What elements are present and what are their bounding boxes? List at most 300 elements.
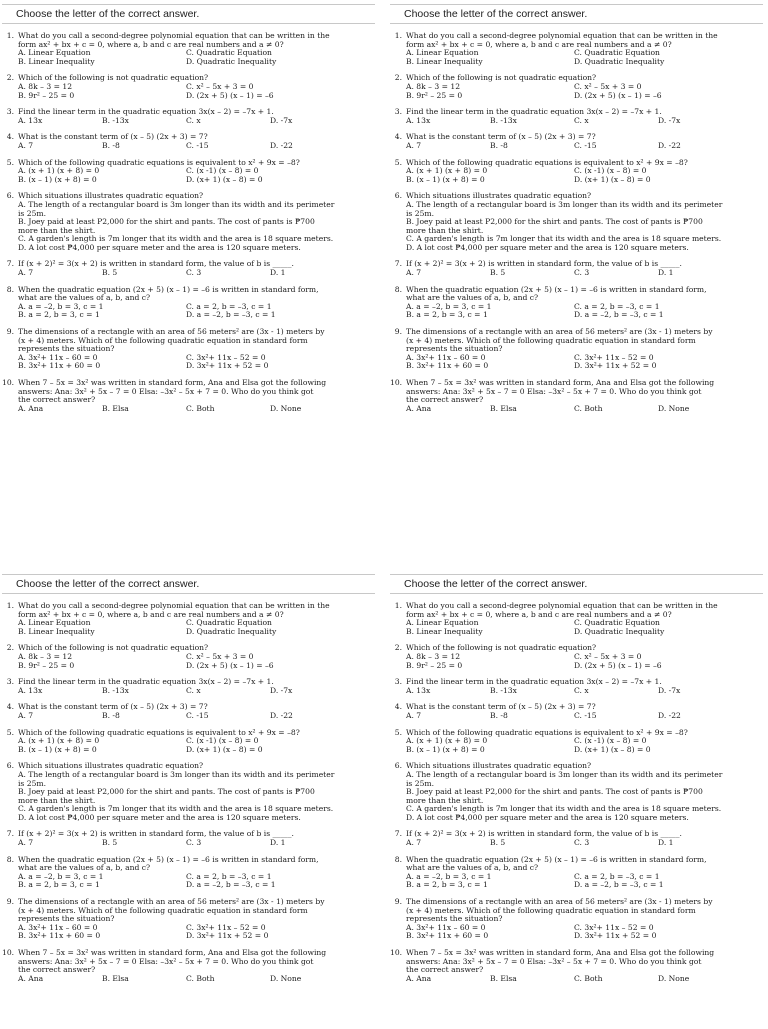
worksheet-instructions: Choose the letter of the correct answer. bbox=[390, 574, 763, 594]
answer-choices bbox=[18, 354, 375, 371]
question-stem: what are the values of a, b, and c? bbox=[406, 863, 539, 873]
question-stem: The dimensions of a rectangle with an area of 56 meters² are (3x - 1) meters by bbox=[18, 897, 325, 907]
answer-choice: A. 8k – 3 = 12 bbox=[406, 651, 461, 661]
question-stem: If (x + 2)² = 3(x + 2) is written in standard form, the value of b is _____. bbox=[18, 829, 294, 839]
question-stem: represents the situation? bbox=[18, 344, 115, 354]
answer-choice: B. a = 2, b = 3, c = 1 bbox=[18, 880, 100, 890]
answer-choice: A. 3x²+ 11x – 60 = 0 bbox=[18, 352, 98, 362]
answer-choice: D. -7x bbox=[658, 115, 681, 125]
answer-choice: C. x² – 5x + 3 = 0 bbox=[574, 81, 642, 91]
question-number: 4. bbox=[6, 702, 14, 712]
answer-choice: more than the shirt. bbox=[406, 795, 484, 805]
answer-choice: D. -22 bbox=[658, 140, 681, 150]
answer-choice: D. 1 bbox=[658, 838, 674, 848]
question-number: 2. bbox=[6, 73, 14, 83]
question-item bbox=[2, 644, 375, 670]
answer-choice: D. 3x²+ 11x + 52 = 0 bbox=[574, 361, 657, 371]
question-body bbox=[18, 762, 375, 822]
question-stem: What is the constant term of (x – 5) (2x + 3) = 7? bbox=[18, 702, 208, 712]
answer-choice: B. 5 bbox=[102, 838, 118, 848]
answer-choice: D. Quadratic Inequality bbox=[574, 56, 665, 66]
question-item bbox=[2, 328, 375, 371]
answer-choice: C. Quadratic Equation bbox=[186, 48, 272, 58]
answer-choice: B. Linear Inequality bbox=[406, 56, 483, 66]
answer-choice: D. None bbox=[658, 973, 690, 983]
answer-choice: D. None bbox=[270, 973, 302, 983]
question-body bbox=[406, 32, 763, 66]
question-number: 4. bbox=[6, 132, 14, 142]
question-body bbox=[18, 729, 375, 755]
question-stem: Which of the following is not quadratic equation? bbox=[18, 73, 209, 83]
answer-choices bbox=[406, 737, 763, 754]
question-stem: When the quadratic equation (2x + 5) (x – 1) = –6 is written in standard form, bbox=[18, 854, 319, 864]
question-number: 1. bbox=[6, 31, 14, 40]
question-stem: What do you call a second-degree polynomial equation that can be written in the bbox=[18, 31, 330, 40]
answer-choices bbox=[18, 771, 375, 823]
question-number: 4. bbox=[394, 132, 402, 142]
worksheet-instructions: Choose the letter of the correct answer. bbox=[2, 4, 375, 24]
answer-choices bbox=[406, 117, 763, 126]
answer-choice: D. A lot cost ₱4,000 per square meter and the area is 120 square meters. bbox=[406, 812, 689, 822]
answer-choice: D. (2x + 5) (x – 1) = –6 bbox=[574, 90, 662, 100]
question-item bbox=[390, 133, 763, 150]
question-stem: form ax² + bx + c = 0, where a, b and c are real numbers and a ≠ 0? bbox=[406, 609, 672, 619]
answer-choice: B. -13x bbox=[490, 115, 517, 125]
answer-choice: A. 7 bbox=[18, 710, 34, 720]
answer-choice: D. -22 bbox=[270, 710, 293, 720]
question-number: 3. bbox=[6, 107, 14, 117]
question-body bbox=[18, 192, 375, 252]
question-item bbox=[2, 159, 375, 185]
answer-choice: C. a = 2, b = –3, c = 1 bbox=[186, 301, 272, 311]
answer-choice: D. 1 bbox=[658, 268, 674, 278]
question-stem: What is the constant term of (x – 5) (2x + 3) = 7? bbox=[406, 132, 596, 142]
answer-choice: A. 7 bbox=[406, 838, 422, 848]
question-item bbox=[390, 644, 763, 670]
question-number: 6. bbox=[6, 191, 14, 201]
question-stem: form ax² + bx + c = 0, where a, b and c are real numbers and a ≠ 0? bbox=[18, 39, 284, 49]
answer-choice: B. 9r² – 25 = 0 bbox=[18, 660, 75, 670]
answer-choices bbox=[406, 83, 763, 100]
answer-choices bbox=[18, 737, 375, 754]
question-stem: the correct answer? bbox=[406, 395, 484, 405]
question-stem: When the quadratic equation (2x + 5) (x – 1) = –6 is written in standard form, bbox=[18, 284, 319, 294]
answer-choice: A. a = –2, b = 3, c = 1 bbox=[406, 301, 492, 311]
question-stem: Which situations illustrates quadratic equation? bbox=[18, 761, 204, 771]
question-stem: Which situations illustrates quadratic equation? bbox=[18, 191, 204, 201]
question-item bbox=[390, 32, 763, 66]
answer-choice: B. -8 bbox=[490, 140, 508, 150]
question-number: 10. bbox=[390, 948, 403, 957]
question-stem: Which of the following quadratic equations is equivalent to x² + 9x = –8? bbox=[18, 157, 300, 167]
answer-choice: A. The length of a rectangular board is 3m longer than its width and its perimeter bbox=[406, 199, 723, 209]
answer-choice: D. A lot cost ₱4,000 per square meter and the area is 120 square meters. bbox=[406, 242, 689, 252]
question-number: 10. bbox=[390, 378, 403, 387]
answer-choice: B. Linear Inequality bbox=[18, 56, 95, 66]
question-item bbox=[2, 949, 375, 983]
answer-choice: A. Ana bbox=[18, 403, 44, 413]
answer-choices bbox=[406, 653, 763, 670]
answer-choices bbox=[406, 269, 763, 278]
question-item bbox=[390, 379, 763, 413]
question-number: 5. bbox=[394, 727, 402, 737]
question-number: 9. bbox=[394, 327, 402, 337]
question-number: 6. bbox=[394, 761, 402, 771]
question-number: 9. bbox=[6, 897, 14, 907]
question-number: 4. bbox=[394, 702, 402, 712]
answer-choices bbox=[18, 873, 375, 890]
answer-choice: B. -13x bbox=[102, 685, 129, 695]
answer-choices bbox=[406, 354, 763, 371]
answer-choice: D. Quadratic Inequality bbox=[186, 626, 277, 636]
question-stem: what are the values of a, b, and c? bbox=[406, 293, 539, 303]
question-number: 8. bbox=[6, 854, 14, 864]
answer-choice: C. (x -1) (x – 8) = 0 bbox=[574, 736, 647, 746]
question-body bbox=[406, 678, 763, 695]
answer-choices bbox=[18, 49, 375, 66]
answer-choice: A. 7 bbox=[18, 140, 34, 150]
answer-choice: D. (x+ 1) (x – 8) = 0 bbox=[574, 744, 651, 754]
answer-choice: A. 8k – 3 = 12 bbox=[18, 651, 73, 661]
answer-choice: C. -15 bbox=[186, 710, 209, 720]
question-item bbox=[390, 703, 763, 720]
answer-choices bbox=[406, 771, 763, 823]
answer-choice: A. 7 bbox=[406, 710, 422, 720]
answer-choices bbox=[406, 975, 763, 984]
question-number: 1. bbox=[394, 31, 402, 40]
answer-choice: B. -13x bbox=[102, 115, 129, 125]
answer-choice: D. None bbox=[270, 403, 302, 413]
answer-choice: D. -7x bbox=[658, 685, 681, 695]
answer-choices bbox=[18, 83, 375, 100]
answer-choice: B. Linear Inequality bbox=[406, 626, 483, 636]
question-body bbox=[18, 379, 375, 413]
answer-choices bbox=[406, 619, 763, 636]
answer-choice: D. 3x²+ 11x + 52 = 0 bbox=[186, 931, 269, 941]
answer-choice: B. Elsa bbox=[102, 403, 129, 413]
question-body bbox=[406, 74, 763, 100]
question-body bbox=[18, 644, 375, 670]
question-number: 9. bbox=[394, 897, 402, 907]
answer-choice: B. 3x²+ 11x + 60 = 0 bbox=[406, 931, 489, 941]
question-stem: Which situations illustrates quadratic equation? bbox=[406, 191, 592, 201]
question-stem: answers: Ana: 3x² + 5x – 7 = 0 Elsa: –3x² – 5x + 7 = 0. Who do you think got bbox=[406, 956, 702, 966]
answer-choice: A. 8k – 3 = 12 bbox=[406, 81, 461, 91]
question-body bbox=[406, 644, 763, 670]
answer-choice: B. 5 bbox=[102, 268, 118, 278]
question-number: 7. bbox=[6, 829, 14, 839]
answer-choices bbox=[18, 269, 375, 278]
question-body bbox=[406, 192, 763, 252]
answer-choice: D. -7x bbox=[270, 685, 293, 695]
question-item bbox=[2, 286, 375, 320]
question-body bbox=[18, 949, 375, 983]
answer-choice: C. x² – 5x + 3 = 0 bbox=[186, 651, 254, 661]
question-body bbox=[406, 856, 763, 890]
question-number: 6. bbox=[6, 761, 14, 771]
question-number: 10. bbox=[2, 378, 15, 387]
question-number: 3. bbox=[394, 677, 402, 687]
answer-choice: D. 3x²+ 11x + 52 = 0 bbox=[186, 361, 269, 371]
answer-choice: B. Elsa bbox=[490, 973, 517, 983]
answer-choice: C. a = 2, b = –3, c = 1 bbox=[186, 871, 272, 881]
question-body bbox=[406, 703, 763, 720]
question-number: 8. bbox=[6, 284, 14, 294]
question-number: 5. bbox=[6, 157, 14, 167]
answer-choice: C. 3 bbox=[186, 838, 202, 848]
question-stem: When the quadratic equation (2x + 5) (x – 1) = –6 is written in standard form, bbox=[406, 854, 707, 864]
question-item bbox=[390, 74, 763, 100]
question-item bbox=[2, 762, 375, 822]
answer-choice: D. a = –2, b = –3, c = 1 bbox=[186, 310, 276, 320]
answer-choices bbox=[406, 873, 763, 890]
answer-choice: C. a = 2, b = –3, c = 1 bbox=[574, 301, 660, 311]
answer-choice: C. x bbox=[186, 685, 201, 695]
question-number: 3. bbox=[394, 107, 402, 117]
question-number: 5. bbox=[394, 157, 402, 167]
answer-choice: C. 3 bbox=[574, 268, 590, 278]
question-item bbox=[390, 949, 763, 983]
question-number: 8. bbox=[394, 854, 402, 864]
question-stem: When the quadratic equation (2x + 5) (x – 1) = –6 is written in standard form, bbox=[406, 284, 707, 294]
question-body bbox=[18, 32, 375, 66]
question-body bbox=[18, 898, 375, 941]
answer-choice: A. 7 bbox=[406, 140, 422, 150]
question-body bbox=[18, 856, 375, 890]
answer-choice: A. Ana bbox=[406, 973, 432, 983]
answer-choice: B. Joey paid at least P2,000 for the shirt and pants. The cost of pants is ₱700 bbox=[18, 787, 315, 797]
question-number: 10. bbox=[2, 948, 15, 957]
question-number: 1. bbox=[6, 601, 14, 610]
question-stem: represents the situation? bbox=[18, 914, 115, 924]
answer-choice: A. (x + 1) (x + 8) = 0 bbox=[406, 166, 488, 176]
question-item bbox=[390, 159, 763, 185]
answer-choice: C. A garden's length is 7m longer that its width and the area is 18 square meters. bbox=[406, 804, 722, 814]
question-body bbox=[406, 260, 763, 277]
question-stem: When 7 – 5x = 3x² was written in standard form, Ana and Elsa got the following bbox=[406, 948, 715, 957]
question-item bbox=[2, 192, 375, 252]
answer-choice: B. Joey paid at least P2,000 for the shirt and pants. The cost of pants is ₱700 bbox=[18, 217, 315, 227]
answer-choice: D. a = –2, b = –3, c = 1 bbox=[186, 880, 276, 890]
question-stem: When 7 – 5x = 3x² was written in standard form, Ana and Elsa got the following bbox=[18, 378, 327, 387]
answer-choice: A. a = –2, b = 3, c = 1 bbox=[18, 301, 104, 311]
answer-choice: B. 3x²+ 11x + 60 = 0 bbox=[18, 931, 101, 941]
answer-choice: A. 8k – 3 = 12 bbox=[18, 81, 73, 91]
question-stem: Which of the following is not quadratic equation? bbox=[18, 643, 209, 653]
question-stem: answers: Ana: 3x² + 5x – 7 = 0 Elsa: –3x² – 5x + 7 = 0. Who do you think got bbox=[18, 956, 314, 966]
answer-choice: D. -7x bbox=[270, 115, 293, 125]
question-stem: what are the values of a, b, and c? bbox=[18, 863, 151, 873]
question-item bbox=[2, 379, 375, 413]
answer-choice: A. Ana bbox=[18, 973, 44, 983]
question-body bbox=[406, 729, 763, 755]
answer-choice: A. 3x²+ 11x – 60 = 0 bbox=[406, 352, 486, 362]
question-stem: What is the constant term of (x – 5) (2x + 3) = 7? bbox=[406, 702, 596, 712]
answer-choice: D. A lot cost ₱4,000 per square meter and the area is 120 square meters. bbox=[18, 242, 301, 252]
question-stem: what are the values of a, b, and c? bbox=[18, 293, 151, 303]
answer-choice: more than the shirt. bbox=[406, 225, 484, 235]
answer-choice: A. Linear Equation bbox=[406, 618, 479, 628]
answer-choice: B. Elsa bbox=[490, 403, 517, 413]
answer-choice: D. (2x + 5) (x – 1) = –6 bbox=[574, 660, 662, 670]
answer-choices bbox=[18, 167, 375, 184]
answer-choice: B. 5 bbox=[490, 268, 506, 278]
answer-choice: D. 3x²+ 11x + 52 = 0 bbox=[574, 931, 657, 941]
answer-choice: B. -8 bbox=[490, 710, 508, 720]
question-number: 1. bbox=[394, 601, 402, 610]
answer-choice: A. a = –2, b = 3, c = 1 bbox=[406, 871, 492, 881]
question-item bbox=[390, 602, 763, 636]
question-item bbox=[390, 260, 763, 277]
answer-choice: A. 7 bbox=[18, 268, 34, 278]
answer-choices bbox=[406, 839, 763, 848]
question-item bbox=[390, 856, 763, 890]
question-stem: If (x + 2)² = 3(x + 2) is written in standard form, the value of b is _____. bbox=[406, 829, 682, 839]
answer-choice: C. Quadratic Equation bbox=[186, 618, 272, 628]
answer-choices bbox=[18, 975, 375, 984]
question-item bbox=[390, 898, 763, 941]
answer-choice: D. (x+ 1) (x – 8) = 0 bbox=[186, 744, 263, 754]
answer-choice: C. 3x²+ 11x – 52 = 0 bbox=[186, 352, 266, 362]
answer-choice: C. x bbox=[574, 685, 589, 695]
question-body bbox=[18, 286, 375, 320]
question-number: 3. bbox=[6, 677, 14, 687]
answer-choice: D. -22 bbox=[658, 710, 681, 720]
question-body bbox=[406, 379, 763, 413]
question-body bbox=[406, 830, 763, 847]
answer-choice: D. (x+ 1) (x – 8) = 0 bbox=[186, 174, 263, 184]
question-stem: answers: Ana: 3x² + 5x – 7 = 0 Elsa: –3x² – 5x + 7 = 0. Who do you think got bbox=[406, 386, 702, 396]
answer-choices bbox=[406, 167, 763, 184]
question-body bbox=[406, 762, 763, 822]
answer-choice: A. Linear Equation bbox=[18, 618, 91, 628]
answer-choice: is 25m. bbox=[18, 208, 47, 218]
question-stem: When 7 – 5x = 3x² was written in standard form, Ana and Elsa got the following bbox=[18, 948, 327, 957]
answer-choices bbox=[406, 687, 763, 696]
question-item bbox=[2, 74, 375, 100]
question-body bbox=[18, 108, 375, 125]
answer-choice: D. A lot cost ₱4,000 per square meter and the area is 120 square meters. bbox=[18, 812, 301, 822]
answer-choices bbox=[406, 49, 763, 66]
answer-choice: A. Ana bbox=[406, 403, 432, 413]
answer-choices bbox=[406, 303, 763, 320]
question-number: 8. bbox=[394, 284, 402, 294]
answer-choice: B. 9r² – 25 = 0 bbox=[406, 90, 463, 100]
question-item bbox=[2, 678, 375, 695]
question-body bbox=[18, 133, 375, 150]
question-stem: The dimensions of a rectangle with an area of 56 meters² are (3x - 1) meters by bbox=[406, 327, 713, 337]
answer-choice: A. 13x bbox=[18, 685, 43, 695]
question-stem: Which of the following quadratic equations is equivalent to x² + 9x = –8? bbox=[406, 727, 688, 737]
answer-choices bbox=[18, 619, 375, 636]
answer-choice: B. Joey paid at least P2,000 for the shirt and pants. The cost of pants is ₱700 bbox=[406, 217, 703, 227]
answer-choice: B. 9r² – 25 = 0 bbox=[18, 90, 75, 100]
question-stem: What do you call a second-degree polynomial equation that can be written in the bbox=[18, 601, 330, 610]
question-number: 5. bbox=[6, 727, 14, 737]
answer-choice: A. 13x bbox=[406, 685, 431, 695]
answer-choices bbox=[18, 201, 375, 253]
answer-choice: A. (x + 1) (x + 8) = 0 bbox=[406, 736, 488, 746]
answer-choice: A. The length of a rectangular board is 3m longer than its width and its perimeter bbox=[18, 769, 335, 779]
answer-choice: A. 3x²+ 11x – 60 = 0 bbox=[18, 922, 98, 932]
answer-choice: A. 13x bbox=[406, 115, 431, 125]
answer-choice: A. 13x bbox=[18, 115, 43, 125]
answer-choice: C. 3x²+ 11x – 52 = 0 bbox=[574, 352, 654, 362]
question-body bbox=[18, 703, 375, 720]
answer-choice: C. A garden's length is 7m longer that its width and the area is 18 square meters. bbox=[18, 804, 334, 814]
question-stem: If (x + 2)² = 3(x + 2) is written in standard form, the value of b is _____. bbox=[18, 259, 294, 269]
question-body bbox=[406, 159, 763, 185]
question-item bbox=[390, 286, 763, 320]
answer-choice: C. Both bbox=[186, 973, 215, 983]
question-body bbox=[406, 108, 763, 125]
quiz-panel-bottom-left bbox=[0, 574, 378, 1029]
question-item bbox=[2, 602, 375, 636]
worksheet-instructions: Choose the letter of the correct answer. bbox=[390, 4, 763, 24]
question-item bbox=[2, 830, 375, 847]
answer-choice: D. 1 bbox=[270, 268, 286, 278]
answer-choices bbox=[18, 653, 375, 670]
answer-choice: C. Both bbox=[186, 403, 215, 413]
answer-choice: A. Linear Equation bbox=[18, 48, 91, 58]
answer-choice: C. -15 bbox=[186, 140, 209, 150]
answer-choice: C. a = 2, b = –3, c = 1 bbox=[574, 871, 660, 881]
question-stem: the correct answer? bbox=[18, 965, 96, 975]
quiz-panel-bottom-right bbox=[388, 574, 766, 1029]
question-body bbox=[18, 328, 375, 371]
question-body bbox=[406, 949, 763, 983]
answer-choices bbox=[406, 924, 763, 941]
answer-choice: B. a = 2, b = 3, c = 1 bbox=[406, 880, 488, 890]
question-body bbox=[18, 74, 375, 100]
answer-choice: more than the shirt. bbox=[18, 225, 96, 235]
question-number: 2. bbox=[6, 643, 14, 653]
answer-choice: B. a = 2, b = 3, c = 1 bbox=[406, 310, 488, 320]
answer-choice: B. (x – 1) (x + 8) = 0 bbox=[406, 174, 485, 184]
answer-choice: B. -8 bbox=[102, 710, 120, 720]
question-number: 2. bbox=[394, 73, 402, 83]
question-stem: Find the linear term in the quadratic equation 3x(x – 2) = –7x + 1. bbox=[406, 677, 662, 687]
question-stem: What do you call a second-degree polynomial equation that can be written in the bbox=[406, 31, 718, 40]
question-stem: Find the linear term in the quadratic equation 3x(x – 2) = –7x + 1. bbox=[406, 107, 662, 117]
question-number: 7. bbox=[394, 829, 402, 839]
question-stem: Which of the following is not quadratic equation? bbox=[406, 643, 597, 653]
answer-choice: D. Quadratic Inequality bbox=[186, 56, 277, 66]
answer-choice: A. The length of a rectangular board is 3m longer than its width and its perimeter bbox=[18, 199, 335, 209]
answer-choice: C. x bbox=[574, 115, 589, 125]
question-stem: represents the situation? bbox=[406, 344, 503, 354]
answer-choice: A. (x + 1) (x + 8) = 0 bbox=[18, 166, 100, 176]
answer-choice: B. (x – 1) (x + 8) = 0 bbox=[18, 744, 97, 754]
question-stem: The dimensions of a rectangle with an area of 56 meters² are (3x - 1) meters by bbox=[406, 897, 713, 907]
answer-choice: D. (x+ 1) (x – 8) = 0 bbox=[574, 174, 651, 184]
question-body bbox=[406, 133, 763, 150]
answer-choices bbox=[406, 142, 763, 151]
question-stem: (x + 4) meters. Which of the following quadratic equation in standard form bbox=[18, 335, 308, 345]
question-stem: Which of the following quadratic equations is equivalent to x² + 9x = –8? bbox=[406, 157, 688, 167]
question-stem: What is the constant term of (x – 5) (2x + 3) = 7? bbox=[18, 132, 208, 142]
answer-choice: C. Both bbox=[574, 973, 603, 983]
question-stem: answers: Ana: 3x² + 5x – 7 = 0 Elsa: –3x² – 5x + 7 = 0. Who do you think got bbox=[18, 386, 314, 396]
answer-choice: B. a = 2, b = 3, c = 1 bbox=[18, 310, 100, 320]
answer-choice: C. Quadratic Equation bbox=[574, 618, 660, 628]
question-item bbox=[2, 856, 375, 890]
answer-choice: B. (x – 1) (x + 8) = 0 bbox=[406, 744, 485, 754]
answer-choice: A. a = –2, b = 3, c = 1 bbox=[18, 871, 104, 881]
answer-choice: C. 3x²+ 11x – 52 = 0 bbox=[186, 922, 266, 932]
question-stem: form ax² + bx + c = 0, where a, b and c are real numbers and a ≠ 0? bbox=[406, 39, 672, 49]
answer-choice: B. 5 bbox=[490, 838, 506, 848]
